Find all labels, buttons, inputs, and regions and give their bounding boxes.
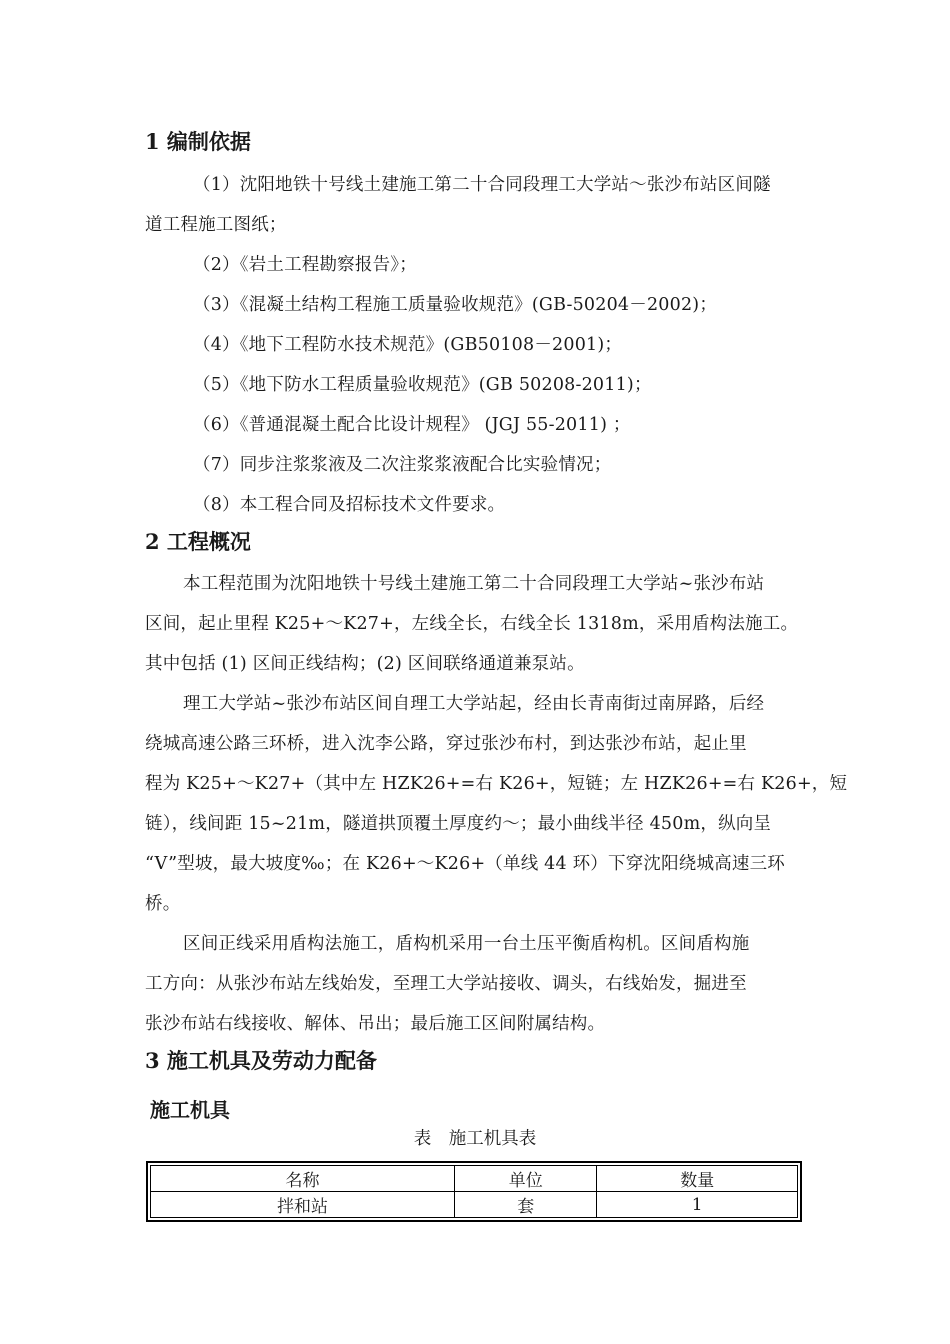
section-title-basis: 1 编制依据 — [145, 129, 251, 154]
overview-line: 绕城高速公路三环桥，进入沈李公路，穿过张沙布村，到达张沙布站，起止里 — [145, 734, 747, 754]
basis-item-5: （5）《地下防水工程质量验收规范》(GB 50208-2011)； — [193, 375, 652, 395]
overview-line: 理工大学站~张沙布站区间自理工大学站起，经由长青南街过南屏路，后经 — [183, 694, 765, 714]
overview-line: 其中包括 (1) 区间正线结构；(2) 区间联络通道兼泵站。 — [145, 654, 585, 674]
overview-line: 本工程范围为沈阳地铁十号线土建施工第二十合同段理工大学站~张沙布站 — [183, 574, 765, 594]
basis-item-2: （2）《岩土工程勘察报告》； — [193, 255, 417, 275]
basis-item-3: （3）《混凝土结构工程施工质量验收规范》(GB-50204－2002)； — [193, 295, 718, 315]
header-name: 名称 — [151, 1166, 455, 1192]
section-title-equipment: 3 施工机具及劳动力配备 — [145, 1048, 377, 1073]
header-unit: 单位 — [455, 1166, 597, 1192]
table-caption: 表 施工机具表 — [413, 1129, 537, 1149]
overview-line: 工方向：从张沙布站左线始发，至理工大学站接收、调头，右线始发，掘进至 — [145, 974, 747, 994]
overview-line: 链），线间距 15~21m，隧道拱顶覆土厚度约～；最小曲线半径 450m，纵向呈 — [145, 814, 772, 834]
basis-item-1: （1）沈阳地铁十号线土建施工第二十合同段理工大学站～张沙布站区间隧 — [193, 175, 771, 195]
cell-name: 拌和站 — [151, 1192, 455, 1218]
equipment-table — [146, 1161, 802, 1222]
basis-item-8: （8）本工程合同及招标技术文件要求。 — [193, 495, 506, 515]
basis-item-4: （4）《地下工程防水技术规范》(GB50108－2001)； — [193, 335, 623, 355]
overview-line: 桥。 — [145, 894, 181, 914]
cell-quantity: 1 — [597, 1192, 798, 1218]
basis-item-6: （6）《普通混凝土配合比设计规程》 (JGJ 55-2011) ； — [193, 415, 631, 435]
basis-item-1-cont: 道工程施工图纸； — [145, 215, 287, 235]
basis-item-7: （7）同步注浆浆液及二次注浆浆液配合比实验情况； — [193, 455, 612, 475]
overview-line: 张沙布站右线接收、解体、吊出；最后施工区间附属结构。 — [145, 1014, 606, 1034]
table-header-row — [151, 1166, 798, 1192]
cell-unit: 套 — [455, 1192, 597, 1218]
overview-line: “V”型坡，最大坡度‰；在 K26+～K26+（单线 44 环）下穿沈阳绕城高速三环 — [145, 854, 786, 874]
overview-line: 区间，起止里程 K25+～K27+，左线全长，右线全长 1318m，采用盾构法施工。 — [145, 614, 799, 634]
overview-line: 区间正线采用盾构法施工，盾构机采用一台土压平衡盾构机。区间盾构施 — [183, 934, 750, 954]
overview-line: 程为 K25+～K27+（其中左 HZK26+=右 K26+，短链；左 HZK26+=右 K26+，短 — [145, 774, 848, 794]
section-title-overview: 2 工程概况 — [145, 529, 251, 554]
table-row — [151, 1192, 798, 1218]
equipment-subtitle: 施工机具 — [150, 1098, 230, 1122]
header-quantity: 数量 — [597, 1166, 798, 1192]
